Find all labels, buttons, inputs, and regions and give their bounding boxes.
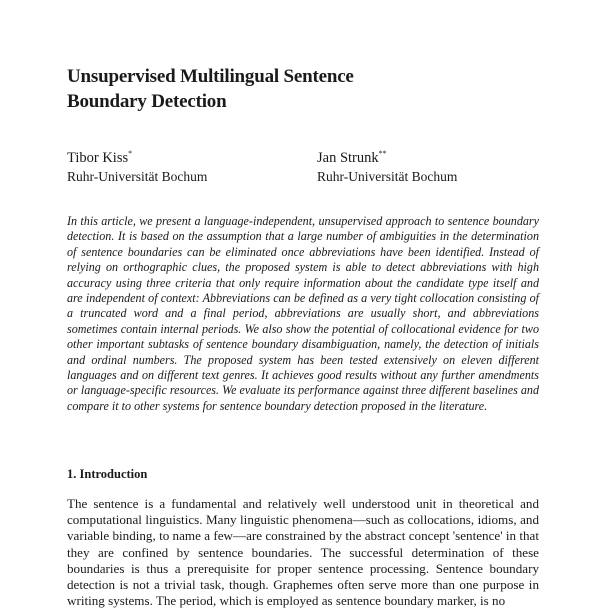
author-footnote-mark-2: **	[378, 149, 387, 158]
author-name-2: Jan Strunk**	[317, 149, 387, 166]
author-affiliation-2: Ruhr-Universität Bochum	[317, 169, 458, 184]
paper-title-line-2: Boundary Detection	[67, 91, 227, 112]
author-name-1: Tibor Kiss*	[67, 149, 133, 166]
paper-title-line-1: Unsupervised Multilingual Sentence	[67, 66, 354, 87]
section-heading-introduction: 1. Introduction	[67, 467, 148, 481]
author-footnote-mark-1: *	[128, 149, 133, 158]
introduction-paragraph: The sentence is a fundamental and relatively well understood unit in theoretical and computational linguistics. Many linguistic phenomena—such as collocations, idioms, and variable binding, to name a few—are constrained by the abstract concept 'sentence' in that they are confined by sentence boundaries. The successful determination of these boundaries is thus a prerequisite for proper sentence processing. Sentence boundary detection is not a trivial task, though. Graphemes often serve more than one purpose in writing systems. The period, which is employed as sentence boundary marker, is no	[67, 496, 539, 609]
author-block-2	[317, 145, 457, 186]
paper-title	[67, 64, 467, 114]
abstract: In this article, we present a language-independent, unsupervised approach to sentence boundary detection. It is based on the assumption that a large number of ambiguities in the determination of sentence boundaries can be eliminated once abbreviations have been identified. Instead of relying on orthographic clues, the proposed system is able to detect abbreviations with high accuracy using three criteria that only require information about the candidate type itself and are independent of context: Abbreviations can be defined as a very tight collocation consisting of a truncated word and a final period, abbreviations are usually short, and abbreviations sometimes contain internal periods. We also show the potential of collocational evidence for two other important subtasks of sentence boundary disambiguation, namely, the detection of initials and ordinal numbers. The proposed system has been tested extensively on eleven different languages and on different text genres. It achieves good results without any further amendments or language-specific resources. We evaluate its performance against three different baselines and compare it to other systems for sentence boundary detection proposed in the literature.	[67, 214, 539, 413]
author-block-1	[67, 145, 207, 186]
author-affiliation-1: Ruhr-Universität Bochum	[67, 169, 208, 184]
